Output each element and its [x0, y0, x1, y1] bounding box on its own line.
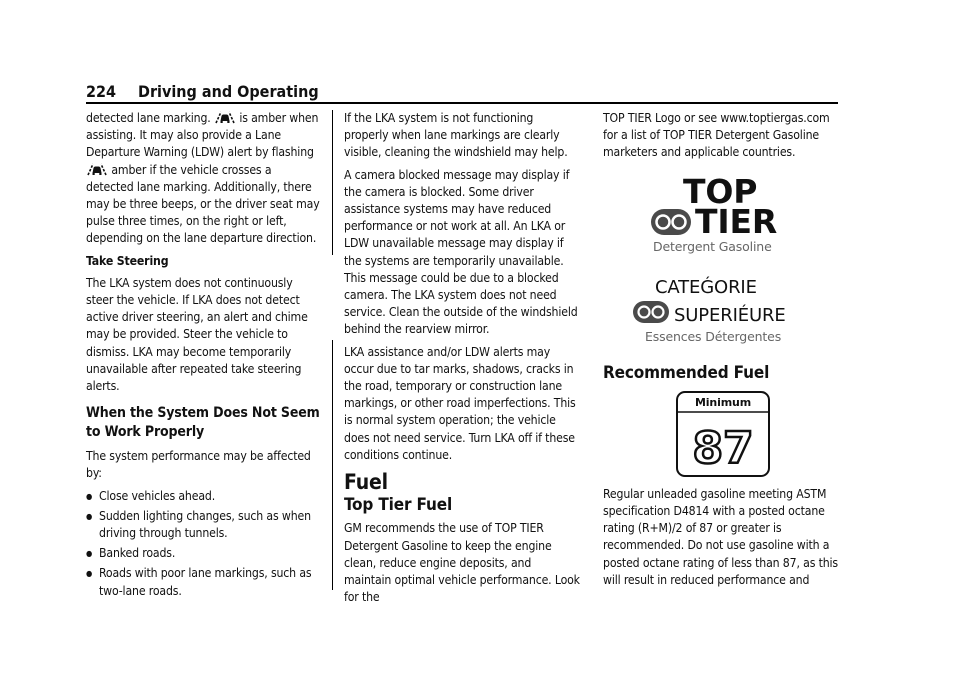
header-rule [86, 102, 838, 104]
list-item: ● Close vehicles ahead. [86, 488, 322, 505]
paragraph: If the LKA system is not functioning properly when lane markings are clearly visible, cleaning the windshield may help. [344, 111, 568, 160]
list-item: ● Banked roads. [86, 545, 322, 562]
list-item: ● Sudden lighting changes, such as when driving through tunnels. [86, 508, 322, 542]
page-header [86, 82, 838, 104]
logo-emblem-icon [651, 209, 691, 235]
logo-subtitle: Essences Détergentes [645, 328, 782, 344]
section-heading-fuel: Fuel [344, 470, 389, 495]
section-heading: When the System Does Not Seem to Work Properly [86, 405, 320, 441]
bullet-list [86, 488, 322, 600]
logo-subtitle: Detergent Gasoline [653, 238, 772, 254]
paragraph: Regular unleaded gasoline meeting ASTM specification D4814 with a posted octane rating (R+M)/2 of 87 or greater is recommended. Do not use gasoline with a posted octane rating of less than 87, as this will result in reduced performance and [603, 486, 838, 587]
paragraph: The LKA system does not continuously steer the vehicle. If LKA does not detect active driver steering, an alert and chime may be provided. Steer the vehicle to dismiss. LKA may become temporarily unavailable after repeated take steering alerts. [86, 275, 308, 394]
page-number: 224 [86, 82, 117, 101]
column-divider [332, 110, 333, 255]
paragraph: GM recommends the use of TOP TIER Detergent Gasoline to keep the engine clean, reduce engine deposits, and maintain optimal vehicle performance. Look for the [344, 521, 580, 605]
paragraph: The system performance may be affected by: [86, 449, 311, 481]
sign-label: Minimum [694, 395, 752, 409]
categorie-superieure-logo [603, 267, 843, 347]
minimum-octane-sign [675, 390, 771, 478]
list-item: ● Roads with poor lane markings, such as two-lane roads. [86, 565, 322, 599]
page-title: Driving and Operating [138, 82, 319, 101]
lane-keep-assist-icon [214, 110, 236, 124]
sign-value: 87 [692, 422, 754, 474]
paragraph: LKA assistance and/or LDW alerts may occur due to tar marks, shadows, cracks in the road, temporary or construction lane markings, or other road imperfections. This is normal system operation; the vehicle does not need service. Turn LKA off if these conditions continue. [344, 344, 576, 462]
paragraph: TOP TIER Logo or see www.toptiergas.com for a list of TOP TIER Detergent Gasoline marketers and applicable countries. [603, 111, 830, 160]
text: amber if the vehicle crosses a detected lane marking. Additionally, there may be three beeps, or the driver seat may pulse three times, on the right or left, depending on the lane departure direction. [86, 162, 320, 246]
logo-tier-text: TIER [695, 201, 778, 241]
section-heading-recommended-fuel: Recommended Fuel [603, 362, 770, 383]
text: detected lane marking. [86, 111, 211, 125]
column-divider [332, 340, 333, 590]
logo-categorie-text: CATEǴORIE [655, 276, 757, 298]
logo-top-text: TOP [683, 171, 758, 211]
paragraph [86, 110, 322, 248]
column-left [86, 110, 322, 603]
subheading-take-steering: Take Steering [86, 253, 169, 268]
column-right [603, 110, 843, 594]
text: is amber when assisting. It may also provide a Lane Departure Warning (LDW) alert by flashing [86, 111, 319, 160]
lane-keep-assist-icon [86, 162, 108, 176]
logo-emblem-icon [633, 301, 669, 323]
paragraph: A camera blocked message may display if the camera is blocked. Some driver assistance systems may have reduced performance or not work at all. An LKA or LDW unavailable message may display if the systems are temporarily unavailable. This message could be due to a blocked camera. The LKA system does not need service. Clean the outside of the windshield behind the rearview mirror. [344, 167, 578, 337]
logo-superieure-text: SUPERIÉURE [674, 304, 786, 326]
section-heading-top-tier: Top Tier Fuel [344, 495, 453, 516]
top-tier-logo [603, 167, 843, 257]
column-middle [344, 110, 580, 611]
